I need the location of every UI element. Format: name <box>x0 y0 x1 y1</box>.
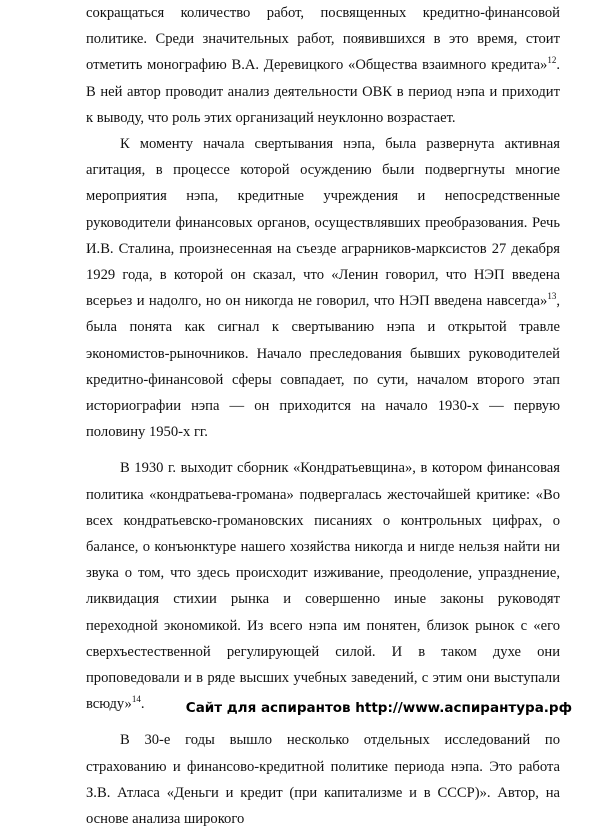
footnote-ref: 13 <box>547 291 557 302</box>
paragraph <box>86 0 560 131</box>
text-run: сокращаться количество работ, посвященных кредитно-финансовой политике. Среди значительных работ, появившихся в это время, стоит отметить монографию В.А. Деревицкого «Общества взаимного кредита» <box>86 5 560 74</box>
paragraph <box>86 727 560 832</box>
text-run: К моменту начала свертывания нэпа, была развернута активная агитация, в процессе которой осуждению были подвергнуты многие мероприятия нэпа, кредитные учреждения и непосредственные руководители финансовых органов, осуществлявших преобразования. Речь И.В. Сталина, произнесенная на съезде аграрников-марксистов 27 декабря 1929 года, в которой он сказал, что «Ленин говорил, что НЭП введена всерьез и надолго, но он никогда не говорил, что НЭП введена навсегда» <box>86 136 560 310</box>
footnote-ref: 12 <box>547 55 557 66</box>
paragraph <box>86 455 560 717</box>
text-run: , была понята как сигнал к свертыванию нэпа и открытой травле экономистов-рыночников. Начало преследования бывших руководителей кредитно-финансовой сферы совпадает, по сути, началом второго этап историографии нэпа — он приходится на начало 1930-х — первую половину 1950-х гг. <box>86 293 560 441</box>
site-footer-link[interactable]: Сайт для аспирантов http://www.аспирантура.рф <box>185 700 572 716</box>
text-run: В 30-е годы вышло несколько отдельных исследований по страхованию и финансово-кредитной политике периода нэпа. Это работа З.В. Атласа «Деньги и кредит (при капитализме и в СССР)». Автор, на основе анализа широкого <box>86 732 560 828</box>
footnote-ref: 14 <box>131 694 141 705</box>
text-run: В 1930 г. выходит сборник «Кондратьевщина», в котором финансовая политика «кондратьева-громана» подвергалась жесточайшей критике: «Во всех кондратьевско-громановских писаниях о контрольных цифрах, о балансе, о конъюнктуре нашего хозяйства никогда и нигде нельзя найти ни звука о том, что здесь происходит изживание, преодоление, упразднение, ликвидация стихии рынка и совершенно иные законы руководят переходной экономикой. Из всего нэпа им понятен, близок рынок с «его сверхъестественной регулирующей силой. И в таком духе они проповедовали и в ряде высших учебных заведений, с этим они выступали всюду» <box>86 460 560 713</box>
text-run: . В ней автор проводит анализ деятельности ОВК в период нэпа и приходит к выводу, что роль этих организаций неуклонно возрастает. <box>86 57 560 126</box>
text-run: . <box>140 696 145 713</box>
paragraph <box>86 131 560 445</box>
